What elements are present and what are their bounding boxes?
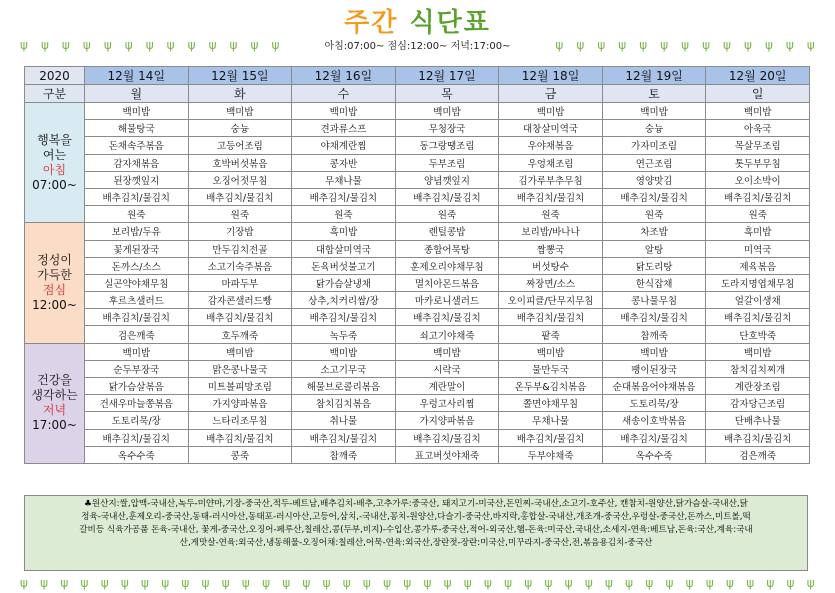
menu-cell: 가자미조림 <box>602 137 706 154</box>
menu-cell: 옥수수죽 <box>602 446 706 463</box>
menu-cell: 후르츠샐러드 <box>85 292 189 309</box>
weekday-cell: 화 <box>188 85 292 103</box>
origin-notes-line: 정육-국내산,훈제오리-중국산,동태-러시아산,동태포-러시아산,고등어,삼치,-국내산,꽁치-원양산,다슬기-중국산,바지락,홍합살-국내산,개조개-중국산,우렁살-중국산,돈까스,미트볼,떡 <box>81 512 751 522</box>
meal-label-time: 07:00~ <box>32 177 77 192</box>
sprout-icon: ψ <box>766 576 775 590</box>
menu-cell: 도토리묵/장 <box>602 395 706 412</box>
menu-cell: 배추김치/물김치 <box>85 309 189 326</box>
menu-cell: 원죽 <box>395 206 499 223</box>
menu-cell: 배추김치/물김치 <box>292 309 396 326</box>
menu-row <box>25 171 810 188</box>
meal-label-line: 생각하는 <box>31 388 78 403</box>
menu-cell: 배추김치/물김치 <box>499 188 603 205</box>
sprout-icon: ψ <box>423 576 432 590</box>
menu-cell: 멸치아몬드볶음 <box>395 274 499 291</box>
weekday-cell: 일 <box>706 85 810 103</box>
date-cell: 12월 16일 <box>292 67 396 85</box>
menu-row <box>25 257 810 274</box>
menu-cell: 콩자반 <box>292 154 396 171</box>
menu-cell: 온두부&김치볶음 <box>499 378 603 395</box>
menu-cell: 도토리묵/장 <box>85 412 189 429</box>
sprout-icon: ψ <box>681 38 690 52</box>
menu-cell: 만두김치전골 <box>188 240 292 257</box>
menu-cell: 제육볶음 <box>706 257 810 274</box>
title-weekly: 주간 <box>344 8 399 38</box>
menu-cell: 배추김치/물김치 <box>395 429 499 446</box>
menu-cell: 백미밥 <box>292 343 396 360</box>
menu-cell: 백미밥 <box>499 103 603 120</box>
weekday-cell: 월 <box>85 85 189 103</box>
menu-row <box>25 206 810 223</box>
menu-cell: 무채나물 <box>292 171 396 188</box>
menu-cell: 무청장국 <box>395 120 499 137</box>
sprout-icon: ψ <box>524 576 533 590</box>
sprout-icon: ψ <box>576 38 585 52</box>
menu-cell: 순두부장국 <box>85 360 189 377</box>
menu-cell: 물만두국 <box>499 360 603 377</box>
menu-cell: 우야채볶음 <box>499 137 603 154</box>
menu-cell: 보리밥/바나나 <box>499 223 603 240</box>
menu-cell: 배추김치/물김치 <box>499 429 603 446</box>
sprout-icon: ψ <box>544 576 553 590</box>
page-title <box>0 2 835 39</box>
menu-row <box>25 154 810 171</box>
sprout-icon: ψ <box>645 576 654 590</box>
menu-cell: 시락국 <box>395 360 499 377</box>
sprout-icon: ψ <box>20 38 28 52</box>
menu-row <box>25 343 810 360</box>
menu-cell: 백미밥 <box>292 103 396 120</box>
menu-cell: 버섯탕수 <box>499 257 603 274</box>
sprout-icon: ψ <box>166 38 175 52</box>
sprout-icon: ψ <box>20 576 28 590</box>
menu-cell: 백미밥 <box>499 343 603 360</box>
menu-cell: 참치김치볶음 <box>292 395 396 412</box>
menu-cell: 짬뽕국 <box>499 240 603 257</box>
menu-cell: 감자콘샐러드빵 <box>188 292 292 309</box>
menu-row <box>25 429 810 446</box>
menu-cell: 우렁고사리찜 <box>395 395 499 412</box>
menu-cell: 돈육버섯불고기 <box>292 257 396 274</box>
menu-cell: 원죽 <box>292 206 396 223</box>
menu-cell: 실곤약야채무침 <box>85 274 189 291</box>
menu-cell: 취나물 <box>292 412 396 429</box>
menu-cell: 미역국 <box>706 240 810 257</box>
menu-cell: 순대볶음어야채볶음 <box>602 378 706 395</box>
sprout-icon: ψ <box>80 576 89 590</box>
menu-cell: 호두깨죽 <box>188 326 292 343</box>
menu-cell: 해물브로콜리볶음 <box>292 378 396 395</box>
menu-cell: 단호박죽 <box>706 326 810 343</box>
menu-cell: 양념깻잎지 <box>395 171 499 188</box>
menu-cell: 감자채볶음 <box>85 154 189 171</box>
menu-cell: 맑은콩나물국 <box>188 360 292 377</box>
meal-label-accent: 저녁 <box>42 403 67 418</box>
sprout-icon: ψ <box>103 38 112 52</box>
menu-cell: 계란장조림 <box>706 378 810 395</box>
sprout-icon: ψ <box>726 576 734 590</box>
sprout-icon: ψ <box>145 38 154 52</box>
menu-cell: 흑미밥 <box>706 223 810 240</box>
menu-cell: 배추김치/물김치 <box>188 429 292 446</box>
menu-cell: 소고기숙주볶음 <box>188 257 292 274</box>
menu-cell: 백미밥 <box>85 103 189 120</box>
menu-cell: 원죽 <box>85 206 189 223</box>
sprout-icon: ψ <box>597 38 606 52</box>
menu-cell: 가지양파볶음 <box>188 395 292 412</box>
menu-cell: 닭가슴살냉채 <box>292 274 396 291</box>
meal-label-line: 가득한 <box>37 267 72 282</box>
menu-cell: 야채계란찜 <box>292 137 396 154</box>
menu-cell: 배추김치/물김치 <box>706 309 810 326</box>
sprout-icon: ψ <box>555 38 564 52</box>
meal-times: 아침:07:00~ 점심:12:00~ 저녁:17:00~ <box>324 41 511 52</box>
menu-cell: 배추김치/물김치 <box>188 309 292 326</box>
sprout-icon: ψ <box>221 576 230 590</box>
menu-cell: 두부야채죽 <box>499 446 603 463</box>
menu-cell: 호박버섯볶음 <box>188 154 292 171</box>
menu-cell: 가지양파볶음 <box>395 412 499 429</box>
meal-label-dinner <box>25 343 85 463</box>
menu-cell: 옥수수죽 <box>85 446 189 463</box>
date-cell: 12월 20일 <box>706 67 810 85</box>
sprout-icon: ψ <box>702 38 711 52</box>
menu-cell: 닭가슴살볶음 <box>85 378 189 395</box>
menu-cell: 해물탕국 <box>85 120 189 137</box>
sprout-icon: ψ <box>262 576 270 590</box>
menu-cell: 아욱국 <box>706 120 810 137</box>
sprout-icon: ψ <box>100 576 109 590</box>
menu-row <box>25 326 810 343</box>
sprout-icon: ψ <box>201 576 210 590</box>
title-menu: 식단표 <box>409 8 491 38</box>
sprout-icon: ψ <box>250 38 259 52</box>
menu-cell: 배추김치/물김치 <box>499 309 603 326</box>
weekday-cell: 토 <box>602 85 706 103</box>
menu-cell: 백미밥 <box>395 103 499 120</box>
menu-row <box>25 378 810 395</box>
menu-cell: 돈채속주볶음 <box>85 137 189 154</box>
menu-row <box>25 223 810 240</box>
menu-cell: 미트볼피망조림 <box>188 378 292 395</box>
menu-cell: 도라지명엽채무침 <box>706 274 810 291</box>
menu-cell: 콩죽 <box>188 446 292 463</box>
sprout-icon: ψ <box>383 576 392 590</box>
menu-cell: 팽이된장국 <box>602 360 706 377</box>
menu-cell: 원죽 <box>706 206 810 223</box>
menu-cell: 녹두죽 <box>292 326 396 343</box>
weekday-cell: 금 <box>499 85 603 103</box>
menu-cell: 숭늉 <box>602 120 706 137</box>
meal-label-accent: 아침 <box>42 162 67 177</box>
sprout-icon: ψ <box>639 38 648 52</box>
sprout-icon: ψ <box>786 576 795 590</box>
menu-cell: 닭도리탕 <box>602 257 706 274</box>
meal-label-line: 여는 <box>42 147 67 162</box>
sprout-icon: ψ <box>685 576 694 590</box>
meal-label-lunch <box>25 223 85 343</box>
sprout-icon: ψ <box>806 576 815 590</box>
menu-cell: 배추김치/물김치 <box>602 309 706 326</box>
date-header-row <box>25 67 810 85</box>
menu-cell: 백미밥 <box>85 343 189 360</box>
menu-cell: 백미밥 <box>706 343 810 360</box>
menu-cell: 두부조림 <box>395 154 499 171</box>
date-cell: 12월 15일 <box>188 67 292 85</box>
menu-cell: 계란말이 <box>395 378 499 395</box>
meal-label-breakfast <box>25 103 85 223</box>
menu-cell: 단배추나물 <box>706 412 810 429</box>
menu-row <box>25 360 810 377</box>
meal-label-line: 정성이 <box>37 252 72 267</box>
sprout-icon: ψ <box>241 576 250 590</box>
menu-cell: 종합어묵탕 <box>395 240 499 257</box>
sprout-icon: ψ <box>342 576 351 590</box>
menu-cell: 감자당근조림 <box>706 395 810 412</box>
menu-cell: 흑미밥 <box>292 223 396 240</box>
menu-cell: 대창살미역국 <box>499 120 603 137</box>
menu-cell: 검은깨죽 <box>706 446 810 463</box>
sprout-icon: ψ <box>618 38 627 52</box>
menu-cell: 참깨죽 <box>602 326 706 343</box>
menu-row <box>25 188 810 205</box>
origin-notes-line: ♣원산지:쌀,압맥-국내산,녹두-미얀마,기장-중국산,적두-베트남,배추김치-배추,고추가루:중국산, 돼지고기-미국산,돈민찌-국내산,소고기-호주산, 캔참치-원양산,닭가슴살-국내산,닭 <box>84 499 748 509</box>
menu-cell: 숭늉 <box>188 120 292 137</box>
menu-cell: 표고버섯야채죽 <box>395 446 499 463</box>
sprout-icon: ψ <box>483 576 492 590</box>
sprout-icon: ψ <box>120 576 129 590</box>
menu-cell: 대합살미역국 <box>292 240 396 257</box>
sprout-icon: ψ <box>271 38 280 52</box>
sprout-icon: ψ <box>40 38 49 52</box>
menu-cell: 배추김치/물김치 <box>85 429 189 446</box>
menu-cell: 배추김치/물김치 <box>188 188 292 205</box>
menu-cell: 오징어젓무침 <box>188 171 292 188</box>
menu-cell: 한식잡채 <box>602 274 706 291</box>
menu-cell: 기장밥 <box>188 223 292 240</box>
menu-cell: 배추김치/물김치 <box>706 188 810 205</box>
menu-cell: 건새우마늘쫑볶음 <box>85 395 189 412</box>
menu-cell: 느타리조무침 <box>188 412 292 429</box>
date-cell: 12월 17일 <box>395 67 499 85</box>
meal-label-time: 12:00~ <box>32 297 77 312</box>
sprout-icon: ψ <box>443 576 452 590</box>
menu-cell: 검은깨죽 <box>85 326 189 343</box>
meal-label-line: 행복을 <box>37 132 72 147</box>
meal-label-time: 17:00~ <box>32 418 77 433</box>
date-cell: 12월 18일 <box>499 67 603 85</box>
sprout-icon: ψ <box>746 576 755 590</box>
sprout-icon: ψ <box>625 576 634 590</box>
sprout-icon: ψ <box>61 38 70 52</box>
weekday-cell: 수 <box>292 85 396 103</box>
sprout-icon: ψ <box>322 576 331 590</box>
sprout-icon: ψ <box>785 38 794 52</box>
menu-cell: 쫄면야채무침 <box>499 395 603 412</box>
menu-cell: 백미밥 <box>602 103 706 120</box>
menu-table <box>24 66 810 464</box>
sprout-icon: ψ <box>403 576 412 590</box>
year-cell: 2020 <box>25 67 85 85</box>
section-label: 구분 <box>25 85 85 103</box>
menu-cell: 새송이호박볶음 <box>602 412 706 429</box>
date-cell: 12월 19일 <box>602 67 706 85</box>
menu-cell: 배추김치/물김치 <box>292 188 396 205</box>
sprout-icon: ψ <box>723 38 731 52</box>
weekday-cell: 목 <box>395 85 499 103</box>
menu-cell: 돈까스/소스 <box>85 257 189 274</box>
menu-cell: 김가루부추무침 <box>499 171 603 188</box>
menu-row <box>25 292 810 309</box>
menu-cell: 영양맛김 <box>602 171 706 188</box>
menu-cell: 배추김치/물김치 <box>602 188 706 205</box>
origin-notes-line: 산,게맛살-연육:외국산,냉동해물-오징어채:칠레산,어묵-연육:외국산,장란젓-장란:미국산,미꾸라지-중국산,전,볶음용김치-중국산 <box>179 538 653 548</box>
menu-cell: 짜장면/소스 <box>499 274 603 291</box>
menu-cell: 배추김치/물김치 <box>395 309 499 326</box>
meal-label-accent: 점심 <box>42 282 67 297</box>
sprout-border-bottom <box>20 575 815 591</box>
menu-cell: 보리밥/두유 <box>85 223 189 240</box>
menu-cell: 배추김치/물김치 <box>602 429 706 446</box>
sprout-icon: ψ <box>744 38 752 52</box>
sprout-icon: ψ <box>463 576 472 590</box>
menu-cell: 동그랑땡조림 <box>395 137 499 154</box>
menu-cell: 원죽 <box>188 206 292 223</box>
sprout-icon: ψ <box>60 576 69 590</box>
menu-cell: 배추김치/물김치 <box>85 188 189 205</box>
menu-row <box>25 395 810 412</box>
sprout-icon: ψ <box>282 576 291 590</box>
sprout-icon: ψ <box>302 576 311 590</box>
menu-cell: 된장깻잎지 <box>85 171 189 188</box>
menu-cell: 쇠고기야채죽 <box>395 326 499 343</box>
menu-cell: 차조밥 <box>602 223 706 240</box>
menu-cell: 소고기무국 <box>292 360 396 377</box>
menu-cell: 상추,치커리쌈/장 <box>292 292 396 309</box>
origin-notes <box>24 495 808 571</box>
menu-cell: 훈제오리야채무침 <box>395 257 499 274</box>
date-cell: 12월 14일 <box>85 67 189 85</box>
menu-row <box>25 446 810 463</box>
menu-cell: 견과류스프 <box>292 120 396 137</box>
menu-cell: 톳두부무침 <box>706 154 810 171</box>
sprout-icon: ψ <box>806 38 815 52</box>
origin-notes-line: 갈비등 식육가공품 돈육-국내산, 꽃게-중국산,오징어-페루산,칠레산,콩(두부,비지)-수입산,콩가루-중국산,적어-외국산,햄-돈육:미국산,국내산,소세지-연육:베트남,돈육:국산,계육:국내 <box>79 525 753 535</box>
menu-row <box>25 137 810 154</box>
sprout-icon: ψ <box>124 38 133 52</box>
menu-cell: 오이소박이 <box>706 171 810 188</box>
menu-cell: 배추김치/물김치 <box>292 429 396 446</box>
sprout-icon: ψ <box>665 576 674 590</box>
menu-cell: 목살무조림 <box>706 137 810 154</box>
sprout-icon: ψ <box>362 576 371 590</box>
sprout-icon: ψ <box>208 38 217 52</box>
sprout-icon: ψ <box>604 576 613 590</box>
sprout-icon: ψ <box>660 38 669 52</box>
sprout-icon: ψ <box>229 38 238 52</box>
sprout-icon: ψ <box>564 576 573 590</box>
sprout-icon: ψ <box>161 576 170 590</box>
menu-row <box>25 120 810 137</box>
menu-cell: 참깨죽 <box>292 446 396 463</box>
menu-cell: 연근조림 <box>602 154 706 171</box>
sprout-icon: ψ <box>82 38 91 52</box>
menu-cell: 백미밥 <box>706 103 810 120</box>
menu-cell: 무채나물 <box>499 412 603 429</box>
menu-row <box>25 274 810 291</box>
sprout-icon: ψ <box>584 576 593 590</box>
menu-cell: 마파두부 <box>188 274 292 291</box>
menu-cell: 고등어조림 <box>188 137 292 154</box>
menu-cell: 콩나물무침 <box>602 292 706 309</box>
menu-cell: 우엉채조림 <box>499 154 603 171</box>
meal-label-line: 건강을 <box>37 373 72 388</box>
menu-cell: 얼갈이생채 <box>706 292 810 309</box>
menu-cell: 꽃게된장국 <box>85 240 189 257</box>
menu-cell: 팥죽 <box>499 326 603 343</box>
menu-cell: 렌틸콩밥 <box>395 223 499 240</box>
menu-row <box>25 103 810 120</box>
sprout-icon: ψ <box>187 38 196 52</box>
menu-cell: 백미밥 <box>188 103 292 120</box>
sprout-icon: ψ <box>40 576 49 590</box>
menu-cell: 오이피클/단무지무침 <box>499 292 603 309</box>
menu-cell: 마카로니샐러드 <box>395 292 499 309</box>
weekday-header-row <box>25 85 810 103</box>
menu-cell: 백미밥 <box>188 343 292 360</box>
menu-cell: 원죽 <box>499 206 603 223</box>
sprout-icon: ψ <box>764 38 773 52</box>
menu-cell: 백미밥 <box>602 343 706 360</box>
menu-cell: 배추김치/물김치 <box>395 188 499 205</box>
menu-cell: 백미밥 <box>395 343 499 360</box>
menu-row <box>25 309 810 326</box>
menu-cell: 배추김치/물김치 <box>706 429 810 446</box>
menu-row <box>25 240 810 257</box>
menu-cell: 알탕 <box>602 240 706 257</box>
sprout-icon: ψ <box>705 576 714 590</box>
menu-cell: 참치김치찌개 <box>706 360 810 377</box>
menu-cell: 원죽 <box>602 206 706 223</box>
menu-row <box>25 412 810 429</box>
sprout-icon: ψ <box>504 576 513 590</box>
sprout-icon: ψ <box>141 576 149 590</box>
sprout-icon: ψ <box>181 576 190 590</box>
